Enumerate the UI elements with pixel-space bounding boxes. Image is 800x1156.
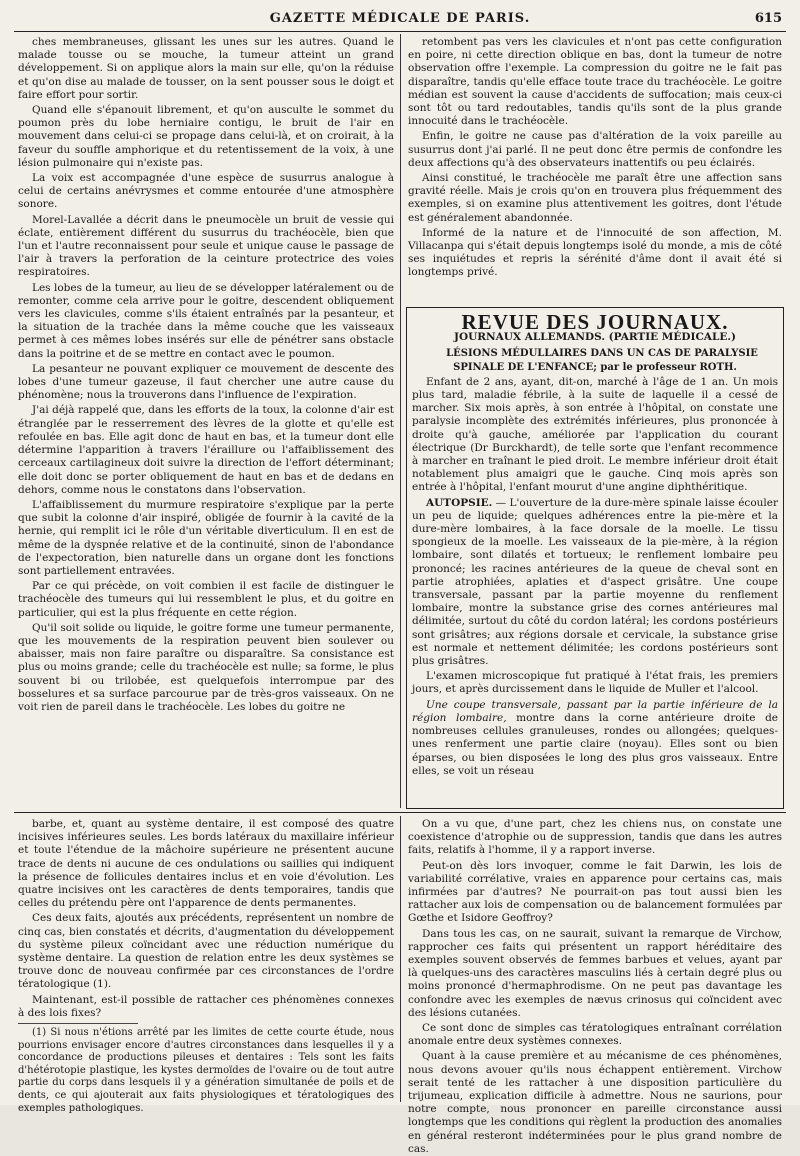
coupe-text: montre dans la corne antérieure droite de nombreuses cellules granuleuses, rondes ou allongées; quelques-unes renferment une partie claire (noyau). Elles sont ou bien éparses, ou bien disposées le long des plus gros vaisseaux. Entre elles, se voit un réseau <box>412 711 779 777</box>
paragraph: J'ai déjà rappelé que, dans les efforts de la toux, la colonne d'air est étranglée par le resserrement des lèvres de la glotte et qu'elle est refoulée en bas. Elle agit donc de haut en bas, et la tumeur dont elle détermine l'apparition à travers l'éraillure ou l'affaiblissement des cerceaux cartilagineux doit suivre la direction de l'effort déterminant; elle doit donc se porter obliquement de haut en bas et de dedans en dehors, comme nous le constatons dans l'observation. <box>18 404 394 496</box>
paragraph: On a vu que, d'une part, chez les chiens nus, on constate une coexistence d'atrophie ou de suppression, tandis que dans les autres faits, relatifs à l'homme, il y a rapport inverse. <box>408 818 782 857</box>
paragraph: La pesanteur ne pouvant expliquer ce mouvement de descente des lobes d'une tumeur gazeuse, il faut chercher une autre cause du phénomène; nous la trouverons dans l'influence de l'expiration. <box>18 362 394 402</box>
paragraph: Morel-Lavallée a décrit dans le pneumocèle un bruit de vessie qui éclate, entièrement différent du susurrus du trachéocèle, bien que l'un et l'autre reconnaissent pour seule et unique cause le passage de l'air à travers la perforation de la ceinture protectrice des voies respiratoires. <box>18 213 394 279</box>
paragraph: Informé de la nature et de l'innocuité de son affection, M. Villacanpa qui s'était depuis longtemps isolé du monde, a mis de côté ses inquiétudes et repris la sérénité d'âme dont il avait été si longtemps privé. <box>408 226 782 279</box>
paragraph: Quand elle s'épanouit librement, et qu'on ausculte le sommet du poumon près du lobe herniaire contigu, le bruit de l'air en mouvement dans celui-ci se propage dans celui-là, et on croirait, à la faveur du souffle amphorique et du retentissement de la voix, à une lésion pulmonaire qui n'existe pas. <box>18 104 394 169</box>
autopsie-continued: Le tissu spongieux de la moelle. Les vaisseaux de la pie-mère, à la région lombaire, sont dilatés et tortueux; le renflement lombaire peu prononcé; les racines antérieures de la queue de cheval sont en partie atrophiées, aplaties et d'aspect grisâtre. Une coupe transversale, passant par la partie moyenne du renflement lombaire, montre la substance grise des cornes antérieures mal délimitée, surtout du côté du cordon latéral; les cordons postérieurs sont grisâtres; aux régions dorsale et cervicale, la substance grise est normale et nettement délimitée; les cordons postérieurs sont plus grisâtres. <box>412 523 778 668</box>
paragraph: Qu'il soit solide ou liquide, le goitre forme une tumeur permanente, que les mouvements de la respiration peuvent bien soulever ou abaisser, mais non faire paraître ou disparaître. Sa consistance est plus ou moins grande; celle du trachéocèle est nulle; sa forme, le plus souvent bi ou trilobée, est quelquefois interrompue par des bosselures et sa surface parcourue par de très-gros vaisseaux. On ne voit rien de pareil dans le trachéocèle. Les lobes du goitre ne <box>18 621 394 713</box>
top-right-column <box>408 36 782 304</box>
article-title: LÉSIONS MÉDULLAIRES DANS UN CAS DE PARALYSIE SPINALE DE L'ENFANCE; par le professeur ROTH. <box>446 348 758 373</box>
journal-title: GAZETTE MÉDICALE DE PARIS. <box>269 11 531 26</box>
paragraph: Enfin, le goitre ne cause pas d'altération de la voix pareille au susurrus dont j'ai parlé. Il ne peut donc être permis de confondre les deux affections qu'à des observateurs inattentifs ou peu éclairés. <box>408 130 782 169</box>
column-separator <box>400 34 401 808</box>
paragraph: barbe, et, quant au système dentaire, il est composé des quatre incisives inférieures seules. Les bords latéraux du maxillaire inférieur et toute l'étendue de la mâchoire supérieure ne présentent aucune trace de dents ni aucune de ces ondulations ou saillies qui indiquent la présence de follicules dentaires inclus et en voie d'évolution. Les quatre incisives ont les caractères de dents temporaires, tandis que celles du prétendu père ont l'apparence de dents permanentes. <box>18 818 394 910</box>
paragraph: L'examen microscopique fut pratiqué à l'état frais, les premiers jours, et après durcissement dans le liquide de Muller et l'alcool. <box>412 670 778 696</box>
page-number: 615 <box>754 11 782 26</box>
paragraph: Les lobes de la tumeur, au lieu de se développer latéralement ou de remonter, comme cela arrive pour le goitre, descendent obliquement vers les clavicules, comme s'ils étaient entraînés par la pesanteur, et la situation de la trachée dans la même couche que les vaisseaux permet à ces mêmes lobes insérés sur elle de pénétrer sans obstacle dans la poitrine et de se mettre en contact avec le poumon. <box>18 281 394 360</box>
bottom-left-column <box>18 818 394 1114</box>
bottom-right-column <box>408 818 782 1155</box>
paragraph: Maintenant, est-il possible de rattacher ces phénomènes connexes à des lois fixes? <box>18 993 394 1019</box>
footnote: (1) Si nous n'étions arrêté par les limites de cette courte étude, nous pourrions envisager encore d'autres circonstances dans lesquelles il y a concordance de productions pileuses et dentaires : Tels sont les faits d'hétérotopie plastique, les kystes dermoïdes de l'ovaire ou de tout autre partie du corps dans lesquels il y a génération simultanée de poils et de dents, ce qui ajouterait aux faits physiologiques et tératologiques des exemples pathologiques. <box>18 1027 394 1114</box>
paragraph: retombent pas vers les clavicules et n'ont pas cette configuration en poire, ni cette direction oblique en bas, dont la tumeur de notre observation offre l'exemple. La compression du goitre ne le fait pas disparaître, tandis qu'elle efface toute trace du trachéocèle. Le goitre médian est souvent la cause d'accidents de suffocation; mais ceux-ci sont tôt ou tard redoutables, tandis qu'ils sont de la plus grande innocuité dans le trachéocèle. <box>408 36 782 128</box>
paragraph: Enfant de 2 ans, ayant, dit-on, marché à l'âge de 1 an. Un mois plus tard, maladie fébrile, à la suite de laquelle il a cessé de marcher. Six mois après, à son entrée à l'hôpital, on constate une paralysie incomplète des extrémités inférieures, plus prononcée à droite qu'à gauche, améliorée par l'application du courant électrique (Dr Burckhardt), de telle sorte que l'enfant recommence à marcher en traînant le pied droit. Le membre inférieur droit était notablement plus amaigri que le gauche. Cinq mois après son entrée à l'hôpital, l'enfant mourut d'une angine diphthéritique. <box>412 375 778 494</box>
paragraph: Peut-on dès lors invoquer, comme le fait Darwin, les lois de variabilité corrélative, vraies en apparence pour certains cas, mais infirmées par d'autres? Ne pourrait-on pas tout aussi bien les rattacher aux lois de compensation ou de balancement formulées par Gœthe et Isidore Geoffroy? <box>408 859 782 925</box>
revue-subtitle: JOURNAUX ALLEMANDS. (PARTIE MÉDICALE.) <box>454 331 736 344</box>
paragraph: Quant à la cause première et au mécanisme de ces phénomènes, nous devons avouer qu'ils nous échappent entièrement. Virchow serait tenté de les rattacher à une disposition particulière du trijumeau, explication difficile à admettre. Nous ne saurions, pour notre compte, nous prononcer en pareille circonstance aussi longtemps que les conditions qui règlent la production des anomalies en général resteront indéterminées pour le plus grand nombre de cas. <box>408 1050 782 1155</box>
revue-title: REVUE DES JOURNAUX. <box>461 310 729 334</box>
top-left-column <box>18 36 394 806</box>
paragraph <box>412 497 778 669</box>
paragraph: La voix est accompagnée d'une espèce de susurrus analogue à celui de certains anévrysmes et comme entourée d'une atmosphère sonore. <box>18 172 394 211</box>
paragraph <box>412 699 778 778</box>
autopsie-text: — L'ouverture de la dure-mère spinale laisse écouler un peu de liquide; quelques adhérences entre la pie-mère et la dure-mère lombaires, à la face dorsale de la moelle. <box>412 496 778 536</box>
paragraph: Par ce qui précède, on voit combien il est facile de distinguer le trachéocèle des tumeurs qui lui ressemblent le plus, et du goitre en particulier, qui est la plus fréquente en cette région. <box>18 580 394 619</box>
paragraph: Dans tous les cas, on ne saurait, suivant la remarque de Virchow, rapprocher ces faits qui présentent un rapport héréditaire des exemples souvent observés de femmes barbues et velues, ayant par là quelques-uns des caractères masculins liés à certain degré plus ou moins prononcé d'hermaphrodisme. On ne peut pas davantage les confondre avec les exemples de nævus crinosus qui coïncident avec des lésions cutanées. <box>408 927 782 1019</box>
paragraph: Ces deux faits, ajoutés aux précédents, représentent un nombre de cinq cas, bien constatés et décrits, d'augmentation du développement du système pileux coïncidant avec une réduction numérique du système dentaire. La question de relation entre les deux systèmes se trouve donc de nouveau confirmée par ces circonstances de l'ordre tératologique (1). <box>18 912 394 991</box>
page-header <box>14 8 786 30</box>
column-separator <box>400 816 401 1102</box>
footnote-rule <box>18 1023 138 1024</box>
autopsie-label: AUTOPSIE. <box>426 496 493 509</box>
revue-section <box>412 312 778 804</box>
paragraph: L'affaiblissement du murmure respiratoire s'explique par la perte que subit la colonne d'air inspiré, obligée de fournir à la cavité de la hernie, qui remplit ici le rôle d'un véritable diverticulum. Il en est de même de la dyspnée relative et de la continuité, sinon de l'abondance de l'expectoration, bien naturelle dans un organe dont les fonctions sont partiellement entravées. <box>18 498 394 577</box>
paragraph: Ce sont donc de simples cas tératologiques entraînant corrélation anomale entre deux systèmes connexes. <box>408 1022 782 1048</box>
header-rule <box>14 31 786 32</box>
coupe-label: Une coupe transversale, passant par la partie inférieure de la région lombaire, <box>412 698 778 724</box>
section-rule <box>14 812 786 813</box>
paragraph: Ainsi constitué, le trachéocèle me paraît être une affection sans gravité réelle. Mais je crois qu'on en trouvera plus fréquemment des exemples, si on examine plus attentivement les goitres, dont l'étude est généralement abandonnée. <box>408 172 782 224</box>
paragraph: ches membraneuses, glissant les unes sur les autres. Quand le malade tousse ou se mouche, la tumeur atteint un grand développement. Si on applique alors la main sur elle, qu'on la réduise et qu'on dise au malade de tousser, on la sent pousser sous le doigt et faire effort pour sortir. <box>18 36 394 101</box>
